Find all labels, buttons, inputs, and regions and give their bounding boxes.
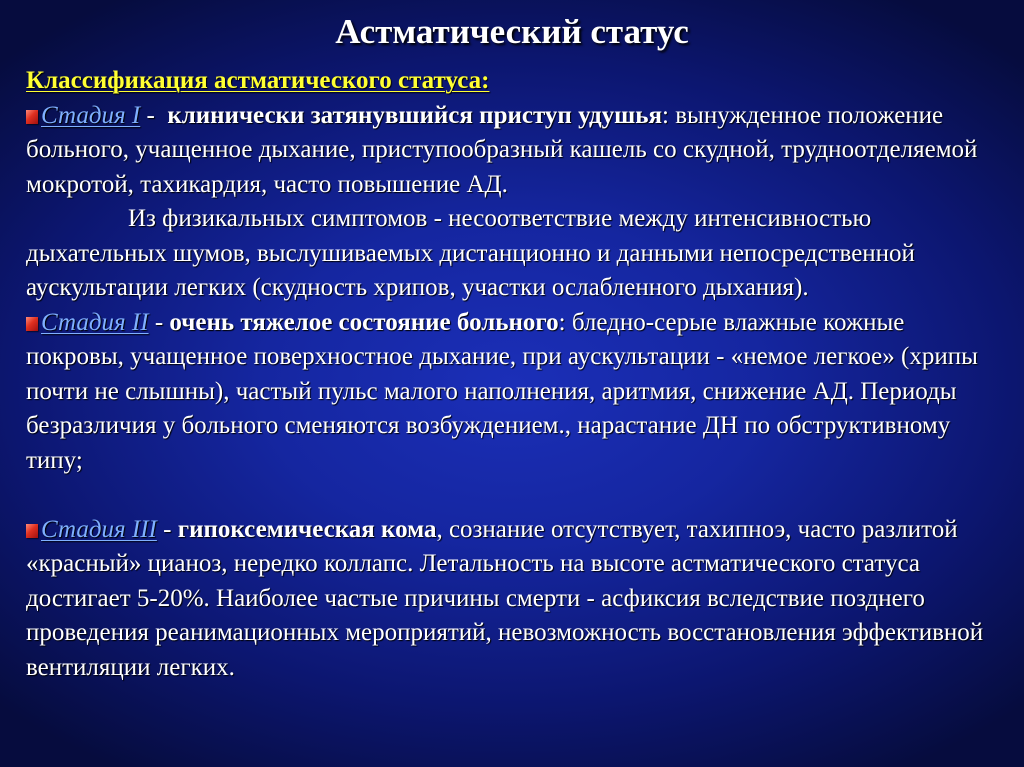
stage-3-paragraph (26, 513, 1006, 686)
bullet-icon (26, 524, 38, 538)
stage-1-text: : вынужденное положение больного, учащенное дыхание, приступообразный кашель со скудной, трудноотделяемой мокротой, тахикардия, часто повышение АД. (26, 101, 978, 198)
stage-3-separator: - (156, 515, 178, 543)
stage-1-heading: клинически затянувшийся приступ удушья (167, 101, 663, 129)
bullet-icon (26, 110, 38, 124)
stage-3-link[interactable]: Стадия III (41, 515, 157, 543)
stage-2-separator: - (148, 308, 170, 336)
stage-2-heading: очень тяжелое состояние больного (169, 308, 559, 336)
classification-subtitle: Классификация астматического статуса: (26, 67, 490, 94)
stage-1-extra-paragraph (26, 202, 1006, 306)
slide-title: Астматический статус (335, 12, 689, 51)
stage-2-link[interactable]: Стадия II (41, 308, 149, 336)
stage-1-separator: - (140, 101, 168, 129)
paragraph-gap (26, 478, 1006, 513)
stage-2-text: : бледно-серые влажные кожные покровы, учащенное поверхностное дыхание, при аускультации - «немое легкое» (хрипы почти не слышны), частый пульс малого наполнения, аритмия, снижение АД. Периоды безразличия у больного сменяются возбуждением., нарастание ДН по обструктивному типу; (26, 308, 978, 474)
stage-1-link[interactable]: Стадия I (41, 101, 141, 129)
stage-1-paragraph (26, 99, 1006, 203)
stage-2-paragraph (26, 306, 1006, 479)
stage-1-extra: Из физикальных симптомов - несоответствие между интенсивностью дыхательных шумов, выслушиваемых дистанционно и данными непосредственной аускультации легких (скудность хрипов, участки ослабленного дыхания). (26, 205, 915, 301)
slide-content (26, 64, 1006, 685)
bullet-icon (26, 317, 38, 331)
stage-3-text: , сознание отсутствует, тахипноэ, часто разлитой «красный» цианоз, нередко коллапс. Летальность на высоте астматического статуса достигает 5-20%. Наиболее частые причины смерти - асфиксия вследствие позднего проведения реанимационных мероприятий, невозможность восстановления эффективной вентиляции легких. (26, 515, 984, 681)
stage-3-heading: гипоксемическая кома (177, 515, 437, 543)
